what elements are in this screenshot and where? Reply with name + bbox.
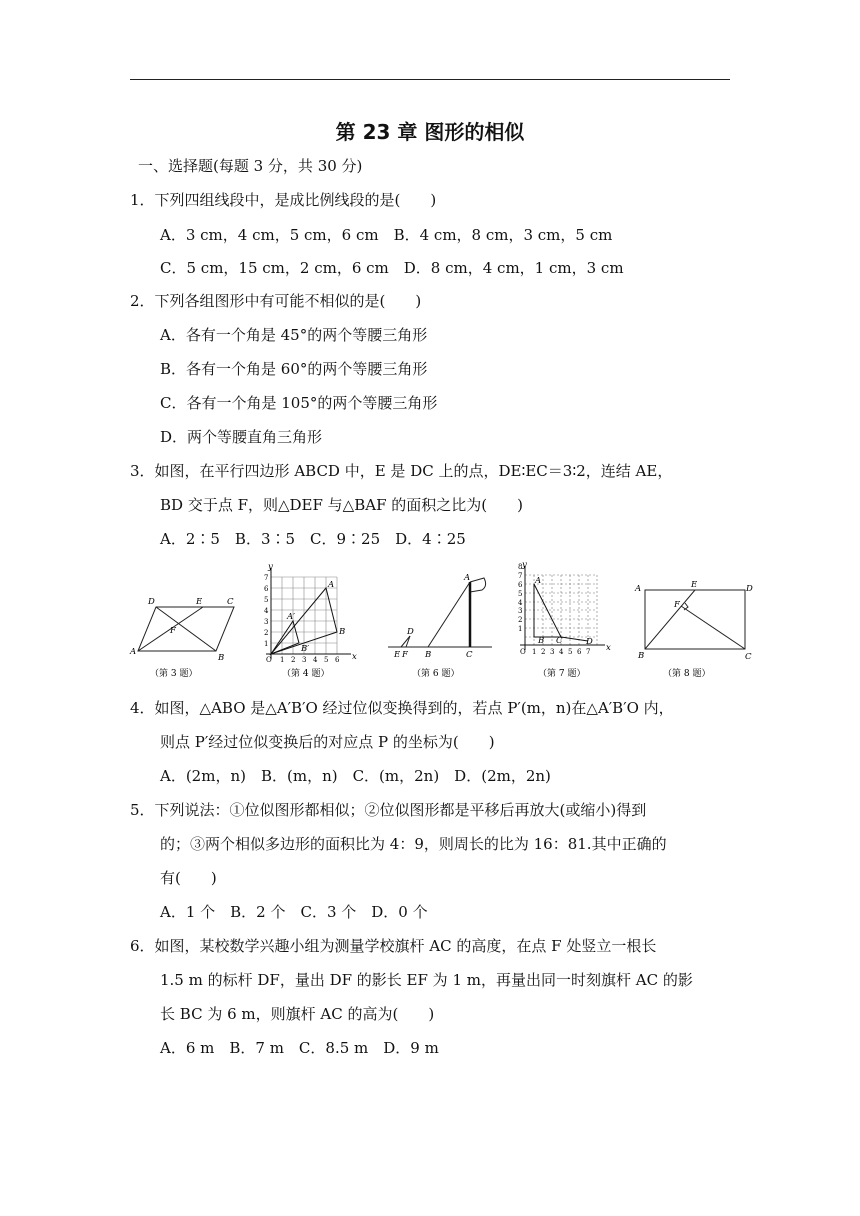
svg-text:A: A: [130, 647, 137, 657]
figure-4-caption: （第 4 题）: [282, 669, 330, 679]
svg-text:F: F: [674, 600, 680, 610]
svg-text:6: 6: [264, 585, 269, 593]
svg-text:C: C: [745, 652, 752, 662]
svg-text:A: A: [464, 573, 471, 583]
question-2-option-b: B．各有一个角是 60°的两个等腰三角形: [160, 360, 428, 378]
figure-strip: [128, 560, 758, 685]
svg-text:5: 5: [324, 656, 329, 664]
svg-text:2: 2: [541, 648, 546, 656]
svg-text:A: A: [535, 576, 542, 586]
figure-7-caption: （第 7 题）: [538, 669, 586, 679]
svg-text:C: C: [556, 636, 563, 646]
question-5-stem-2: 的；③两个相似多边形的面积比为 4：9，则周长的比为 16：81.其中正确的: [160, 835, 667, 853]
svg-text:D: D: [746, 584, 753, 594]
svg-text:7: 7: [518, 572, 523, 580]
svg-text:E: E: [196, 597, 203, 607]
svg-text:1: 1: [518, 625, 523, 633]
figure-8-rectangle: [633, 560, 758, 685]
svg-text:6: 6: [577, 648, 582, 656]
question-6-stem-1: 6．如图，某校数学兴趣小组为测量学校旗杆 AC 的高度，在点 F 处竖立一根长: [130, 937, 657, 955]
question-1-stem: 1．下列四组线段中，是成比例线段的是( ): [130, 191, 437, 209]
question-5-options: A．1 个 B．2 个 C．3 个 D．0 个: [160, 903, 428, 921]
svg-text:O: O: [266, 656, 272, 664]
figure-4-grid: [256, 560, 366, 685]
svg-text:D: D: [586, 637, 593, 647]
svg-text:4: 4: [518, 599, 523, 607]
svg-text:B: B: [218, 653, 225, 663]
svg-text:6: 6: [335, 656, 340, 664]
svg-text:8: 8: [518, 563, 523, 571]
question-4-stem-1: 4．如图，△ABO 是△A′B′O 经过位似变换得到的，若点 P′(m，n)在△A′B′O 内，: [130, 699, 674, 717]
svg-text:3: 3: [302, 656, 307, 664]
svg-text:2: 2: [264, 629, 269, 637]
question-2-option-d: D．两个等腰直角三角形: [160, 428, 323, 446]
svg-text:C: C: [466, 650, 473, 660]
header-rule: [130, 79, 730, 80]
question-6-options: A．6 m B．7 m C．8.5 m D．9 m: [160, 1039, 439, 1057]
figure-8-caption: （第 8 题）: [663, 669, 711, 679]
svg-text:B: B: [538, 636, 545, 646]
svg-text:4: 4: [264, 607, 269, 615]
svg-text:O: O: [520, 648, 526, 656]
figure-6-flagpole: [380, 560, 495, 685]
svg-text:6: 6: [518, 581, 523, 589]
svg-text:3: 3: [264, 618, 269, 626]
svg-text:7: 7: [586, 648, 591, 656]
svg-text:3: 3: [518, 607, 523, 615]
svg-text:y: y: [522, 560, 527, 570]
question-3-stem-2: BD 交于点 F，则△DEF 与△BAF 的面积之比为( ): [160, 496, 523, 514]
question-5-stem-1: 5．下列说法：①位似图形都相似；②位似图形都是平移后再放大(或缩小)得到: [130, 801, 647, 819]
svg-text:B: B: [339, 627, 346, 637]
svg-text:2: 2: [518, 616, 523, 624]
svg-text:F: F: [170, 626, 176, 636]
figure-7-dashed-grid: [510, 560, 620, 685]
question-6-stem-3: 长 BC 为 6 m，则旗杆 AC 的高为( ): [160, 1005, 435, 1023]
svg-text:1: 1: [280, 656, 285, 664]
question-4-stem-2: 则点 P′经过位似变换后的对应点 P 的坐标为( ): [160, 733, 495, 751]
section-heading: 一、选择题(每题 3 分，共 30 分): [138, 157, 363, 175]
svg-text:4: 4: [559, 648, 564, 656]
question-2-option-c: C．各有一个角是 105°的两个等腰三角形: [160, 394, 438, 412]
figure-6-caption: （第 6 题）: [412, 669, 460, 679]
svg-text:F: F: [402, 650, 408, 660]
svg-text:D: D: [148, 597, 155, 607]
figure-3-caption: （第 3 题）: [150, 669, 198, 679]
svg-text:B′: B′: [301, 644, 310, 654]
svg-text:y: y: [268, 562, 273, 572]
svg-text:2: 2: [291, 656, 296, 664]
svg-text:B: B: [638, 651, 645, 661]
svg-text:A: A: [328, 580, 335, 590]
svg-text:C: C: [227, 597, 234, 607]
svg-text:A: A: [635, 584, 642, 594]
figure-3-parallelogram: [128, 560, 238, 685]
question-2-stem: 2．下列各组图形中有可能不相似的是( ): [130, 292, 422, 310]
svg-text:7: 7: [264, 574, 269, 582]
svg-text:A′: A′: [287, 612, 296, 622]
question-1-options-cd: C．5 cm，15 cm，2 cm，6 cm D．8 cm，4 cm，1 cm，3 cm: [160, 259, 624, 277]
svg-text:E: E: [691, 580, 698, 590]
question-1-options-ab: A．3 cm，4 cm，5 cm，6 cm B．4 cm，8 cm，3 cm，5 cm: [160, 226, 613, 244]
question-4-options: A．(2m，n) B．(m，n) C．(m，2n) D．(2m，2n): [160, 767, 551, 785]
svg-text:5: 5: [568, 648, 573, 656]
page-title: 第 23 章 图形的相似: [335, 120, 525, 144]
question-3-options: A．2∶5 B．3∶5 C．9∶25 D．4∶25: [160, 530, 466, 548]
question-2-option-a: A．各有一个角是 45°的两个等腰三角形: [160, 326, 428, 344]
svg-text:5: 5: [518, 590, 523, 598]
svg-text:1: 1: [532, 648, 537, 656]
svg-text:B: B: [425, 650, 432, 660]
question-6-stem-2: 1.5 m 的标杆 DF，量出 DF 的影长 EF 为 1 m，再量出同一时刻旗杆 AC 的影: [160, 971, 693, 989]
question-3-stem-1: 3．如图，在平行四边形 ABCD 中，E 是 DC 上的点，DE∶EC＝3∶2，连结 AE，: [130, 462, 673, 480]
svg-text:E: E: [394, 650, 401, 660]
svg-text:D: D: [407, 627, 414, 637]
svg-text:3: 3: [550, 648, 555, 656]
svg-text:4: 4: [313, 656, 318, 664]
question-5-stem-3: 有( ): [160, 869, 217, 887]
svg-text:1: 1: [264, 640, 269, 648]
svg-text:x: x: [352, 652, 357, 662]
svg-text:x: x: [606, 643, 611, 653]
svg-text:5: 5: [264, 596, 269, 604]
